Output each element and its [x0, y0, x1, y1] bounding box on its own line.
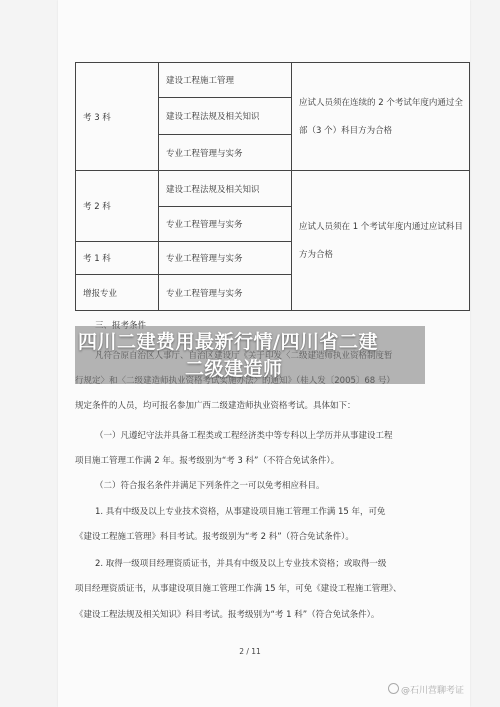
category-cell: 考 3 科	[76, 63, 159, 171]
page-number: 2 / 11	[239, 647, 261, 656]
subject-cell: 专业工程管理与实务	[159, 207, 292, 242]
paragraph-line: （一）凡遵纪守法并具备工程类或工程经济类中等专科以上学历并从事建设工程	[95, 431, 393, 441]
paragraph-line: 项目经理资质证书，从事建设项目施工管理工作满 15 年，可免《建设工程施工管理》、	[75, 584, 402, 594]
category-cell: 考 1 科	[76, 242, 159, 275]
subject-cell: 专业工程管理与实务	[159, 242, 292, 275]
watermark	[388, 683, 464, 696]
requirement-cell: 应试人员须在连续的 2 个考试年度内通过全部（3 个）科目方为合格	[292, 63, 470, 171]
paragraph-line: 2. 取得一级项目经理资质证书，并具有中级及以上专业技术资格；或取得一级	[95, 559, 387, 569]
subject-cell: 建设工程法规及相关知识	[159, 98, 292, 135]
overlay-title-line1: 四川二建费用最新行情/四川省二建	[78, 331, 378, 353]
requirement-cell: 应试人员须在 1 个考试年度内通过应试科目方为合格	[292, 171, 470, 311]
paragraph-line: 项目施工管理工作满 2 年。报考级别为“考 3 科”（不符合免试条件）。	[75, 456, 340, 466]
watermark-text: @石川营聊考证	[401, 686, 465, 696]
overlay-title-line2: 二级建造师	[185, 358, 283, 380]
subject-cell: 建设工程法规及相关知识	[159, 171, 292, 207]
table-row	[76, 171, 470, 207]
paragraph-line: 规定条件的人员，均可报名参加广西二级建造师执业资格考试。具体如下：	[75, 401, 356, 411]
category-cell: 增报专业	[76, 275, 159, 311]
exam-subjects-table	[75, 62, 470, 311]
watermark-icon	[388, 683, 399, 694]
paragraph-line: （二）符合报名条件并满足下列条件之一可以免考相应科目。	[95, 481, 325, 491]
subject-cell: 专业工程管理与实务	[159, 135, 292, 171]
subject-cell: 专业工程管理与实务	[159, 275, 292, 311]
paragraph-line: 《建设工程法规及相关知识》科目考试。报考级别为“考 1 科”（符合免试条件）。	[75, 610, 380, 620]
paragraph-line: 1. 具有中级及以上专业技术资格，从事建设项目施工管理工作满 15 年，可免	[95, 507, 386, 517]
paragraph-line: 《建设工程施工管理》科目考试。报考级别为“考 2 科”（符合免试条件）。	[75, 532, 354, 542]
category-cell: 考 2 科	[76, 171, 159, 242]
table-row	[76, 63, 470, 98]
subject-cell: 建设工程施工管理	[159, 63, 292, 98]
